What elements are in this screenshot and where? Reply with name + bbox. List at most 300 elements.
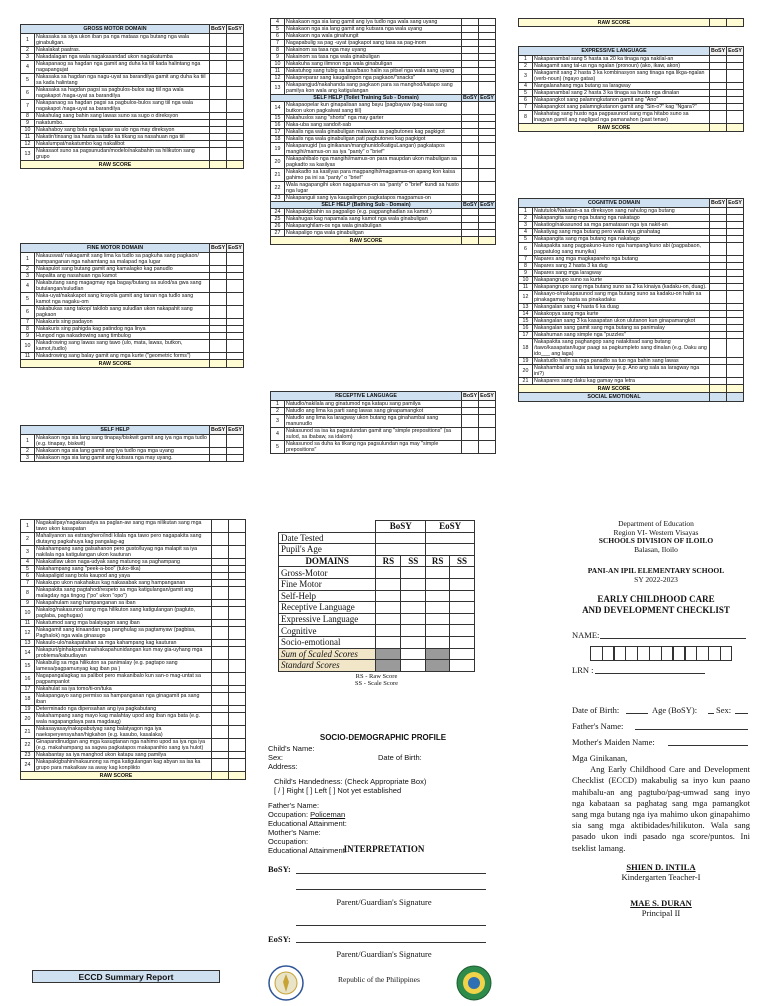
name-input[interactable] [600,638,746,639]
eosy-checkbox[interactable] [227,47,244,54]
bosy-checkbox[interactable] [212,640,229,647]
bosy-checkbox[interactable] [710,111,727,124]
eosy-checkbox[interactable] [479,169,496,182]
bosy-checkbox[interactable] [710,63,727,70]
bosy-checkbox[interactable] [212,573,229,580]
eosy-checkbox[interactable] [479,182,496,195]
bosy-checkbox[interactable] [710,358,727,365]
fathers-name-field[interactable]: Father's Name: [268,801,320,810]
eosy-checkbox[interactable] [727,215,744,222]
eosy-checkbox[interactable] [479,209,496,216]
sum-scaled-bosy[interactable] [401,648,426,660]
eosy-checkbox[interactable] [727,291,744,304]
bosy-checkbox[interactable] [710,277,727,284]
ss-bosy[interactable] [401,613,426,625]
bosy-checkbox[interactable] [710,229,727,236]
eosy-checkbox[interactable] [227,74,244,87]
eosy-checkbox[interactable] [227,34,244,47]
eosy-checkbox[interactable] [727,311,744,318]
bosy-checkbox[interactable] [710,90,727,97]
interp-bosy-line1[interactable] [296,873,486,874]
eosy-checkbox[interactable] [727,56,744,63]
bosy-checkbox[interactable] [462,129,479,136]
eosy-checkbox[interactable] [229,587,246,600]
eosy-checkbox[interactable] [727,378,744,385]
eosy-checkbox[interactable] [479,61,496,68]
bosy-checkbox[interactable] [710,70,727,83]
bosy-checkbox[interactable] [462,169,479,182]
bosy-checkbox[interactable] [462,156,479,169]
bosy-checkbox[interactable] [462,136,479,143]
lrn-digit-box[interactable] [637,646,650,661]
ss-bosy[interactable] [401,602,426,614]
bosy-checkbox[interactable] [462,143,479,156]
eosy-checkbox[interactable] [727,243,744,256]
eosy-checkbox[interactable] [727,277,744,284]
rs-bosy[interactable] [376,602,401,614]
eosy-checkbox[interactable] [227,435,244,448]
bosy-checkbox[interactable] [462,33,479,40]
eosy-checkbox[interactable] [479,143,496,156]
bosy-checkbox[interactable] [212,627,229,640]
eosy-checkbox[interactable] [229,640,246,647]
ss-bosy[interactable] [401,625,426,637]
mother-education-field[interactable]: Educational Attainment: [268,846,347,855]
bosy-checkbox[interactable] [212,647,229,660]
bosy-checkbox[interactable] [210,34,227,47]
eosy-checkbox[interactable] [229,580,246,587]
eosy-checkbox[interactable] [227,340,244,353]
bosy-checkbox[interactable] [710,378,727,385]
raw-score-bosy[interactable] [710,19,727,27]
bosy-checkbox[interactable] [210,340,227,353]
lrn-digit-box[interactable] [708,646,721,661]
ss-bosy[interactable] [401,567,426,579]
eosy-checkbox[interactable] [479,47,496,54]
bosy-checkbox[interactable] [710,263,727,270]
eosy-checkbox[interactable] [727,270,744,277]
bosy-checkbox[interactable] [212,693,229,706]
bosy-checkbox[interactable] [462,209,479,216]
eosy-checkbox[interactable] [229,627,246,640]
bosy-checkbox[interactable] [462,102,479,115]
sum-scaled-eosy[interactable] [450,648,475,660]
ss-bosy[interactable] [401,636,426,648]
bosy-checkbox[interactable] [710,325,727,332]
bosy-checkbox[interactable] [212,607,229,620]
bosy-checkbox[interactable] [462,428,479,441]
bosy-checkbox[interactable] [462,216,479,223]
bosy-checkbox[interactable] [462,122,479,129]
lrn-digit-box[interactable] [649,646,662,661]
interp-eosy-line1[interactable] [296,925,486,926]
eosy-checkbox[interactable] [227,127,244,134]
bosy-checkbox[interactable] [212,713,229,726]
bosy-checkbox[interactable] [210,448,227,455]
eosy-checkbox[interactable] [229,713,246,726]
eosy-checkbox[interactable] [227,306,244,319]
date-tested-eosy[interactable] [426,532,475,544]
raw-score-eosy[interactable] [727,124,744,132]
rs-bosy[interactable] [376,625,401,637]
eosy-checkbox[interactable] [229,752,246,759]
bosy-checkbox[interactable] [462,230,479,237]
raw-score-bosy[interactable] [210,360,227,368]
date-tested-bosy[interactable] [376,532,426,544]
bosy-checkbox[interactable] [210,253,227,266]
bosy-checkbox[interactable] [462,61,479,68]
eosy-checkbox[interactable] [727,70,744,83]
education-field[interactable]: Educational Attainment: [268,819,347,828]
eosy-checkbox[interactable] [229,660,246,673]
bosy-checkbox[interactable] [210,266,227,273]
bosy-checkbox[interactable] [212,706,229,713]
bosy-checkbox[interactable] [710,222,727,229]
eosy-checkbox[interactable] [479,136,496,143]
eosy-checkbox[interactable] [727,208,744,215]
bosy-checkbox[interactable] [462,223,479,230]
eosy-checkbox[interactable] [229,759,246,772]
bosy-checkbox[interactable] [210,455,227,462]
raw-score-bosy[interactable] [212,772,229,780]
rs-eosy[interactable] [426,567,450,579]
bosy-checkbox[interactable] [462,195,479,202]
bosy-checkbox[interactable] [210,113,227,120]
eosy-checkbox[interactable] [479,223,496,230]
eosy-checkbox[interactable] [229,686,246,693]
eosy-checkbox[interactable] [227,141,244,148]
bosy-checkbox[interactable] [462,75,479,82]
eosy-checkbox[interactable] [479,40,496,47]
eosy-checkbox[interactable] [479,19,496,26]
raw-score-bosy[interactable] [210,161,227,169]
eosy-checkbox[interactable] [727,256,744,263]
raw-score-bosy[interactable] [462,237,479,245]
raw-score-bosy[interactable] [710,385,727,393]
rs-bosy[interactable] [376,590,401,602]
bosy-checkbox[interactable] [462,441,479,454]
bosy-checkbox[interactable] [210,74,227,87]
bosy-checkbox[interactable] [210,353,227,360]
lrn-digit-box[interactable] [685,646,698,661]
bosy-checkbox[interactable] [462,182,479,195]
bosy-checkbox[interactable] [210,435,227,448]
eosy-checkbox[interactable] [727,236,744,243]
eosy-checkbox[interactable] [727,365,744,378]
eosy-checkbox[interactable] [479,82,496,95]
pupils-age-bosy[interactable] [376,544,426,556]
lrn-digit-box[interactable] [673,646,686,661]
lrn-digit-box[interactable] [720,646,733,661]
interp-bosy-line2[interactable] [296,889,486,890]
eosy-checkbox[interactable] [727,63,744,70]
eosy-checkbox[interactable] [227,253,244,266]
raw-score-eosy[interactable] [479,237,496,245]
ss-eosy[interactable] [450,613,475,625]
eosy-checkbox[interactable] [227,455,244,462]
eosy-checkbox[interactable] [227,148,244,161]
rs-bosy[interactable] [376,567,401,579]
bosy-checkbox[interactable] [210,326,227,333]
raw-score-eosy[interactable] [727,19,744,27]
bosy-checkbox[interactable] [710,311,727,318]
eosy-checkbox[interactable] [479,129,496,136]
eosy-checkbox[interactable] [227,326,244,333]
ss-eosy[interactable] [450,578,475,590]
eosy-checkbox[interactable] [727,83,744,90]
mother-occupation-field[interactable]: Occupation: [268,837,309,846]
bosy-checkbox[interactable] [710,83,727,90]
bosy-checkbox[interactable] [210,273,227,280]
eosy-checkbox[interactable] [227,54,244,61]
bosy-checkbox[interactable] [462,47,479,54]
eosy-checkbox[interactable] [479,122,496,129]
eosy-checkbox[interactable] [229,546,246,559]
eosy-checkbox[interactable] [227,87,244,100]
address-field[interactable]: Address: [268,762,298,771]
eosy-checkbox[interactable] [727,97,744,104]
bosy-checkbox[interactable] [212,660,229,673]
rs-eosy[interactable] [426,590,450,602]
eosy-checkbox[interactable] [479,230,496,237]
lrn-digit-box[interactable] [661,646,674,661]
eosy-checkbox[interactable] [727,284,744,291]
eosy-checkbox[interactable] [479,115,496,122]
eosy-checkbox[interactable] [727,222,744,229]
occupation-value[interactable]: Policeman [310,810,346,819]
bosy-checkbox[interactable] [212,587,229,600]
eosy-checkbox[interactable] [479,408,496,415]
bosy-checkbox[interactable] [212,559,229,566]
eosy-checkbox[interactable] [227,266,244,273]
ss-eosy[interactable] [450,567,475,579]
bosy-checkbox[interactable] [212,533,229,546]
lrn-digit-box[interactable] [590,646,603,661]
bosy-checkbox[interactable] [212,752,229,759]
rs-eosy[interactable] [426,636,450,648]
rs-eosy[interactable] [426,625,450,637]
bosy-checkbox[interactable] [210,87,227,100]
rs-eosy[interactable] [426,602,450,614]
eosy-checkbox[interactable] [227,293,244,306]
bosy-checkbox[interactable] [210,306,227,319]
eosy-checkbox[interactable] [227,319,244,326]
raw-score-eosy[interactable] [227,360,244,368]
eosy-checkbox[interactable] [229,726,246,739]
raw-score-eosy[interactable] [229,772,246,780]
sex-field[interactable]: Sex: [268,753,284,762]
raw-score-bosy[interactable] [710,124,727,132]
bosy-checkbox[interactable] [462,401,479,408]
standard-eosy[interactable] [450,660,475,672]
eosy-checkbox[interactable] [727,318,744,325]
eosy-checkbox[interactable] [727,104,744,111]
ss-bosy[interactable] [401,578,426,590]
ss-eosy[interactable] [450,636,475,648]
handedness-options[interactable]: [ / ] Right [ ] Left [ ] Not yet established [274,786,402,795]
eosy-checkbox[interactable] [479,441,496,454]
rs-eosy[interactable] [426,578,450,590]
lrn-digit-box[interactable] [614,646,627,661]
eosy-checkbox[interactable] [229,739,246,752]
eosy-checkbox[interactable] [227,280,244,293]
bosy-checkbox[interactable] [210,141,227,148]
eosy-checkbox[interactable] [479,54,496,61]
ss-bosy[interactable] [401,590,426,602]
eosy-checkbox[interactable] [227,113,244,120]
ss-eosy[interactable] [450,602,475,614]
bosy-checkbox[interactable] [212,673,229,686]
bosy-checkbox[interactable] [210,134,227,141]
eosy-checkbox[interactable] [227,61,244,74]
dob-input[interactable] [626,713,648,714]
bosy-checkbox[interactable] [462,115,479,122]
bosy-checkbox[interactable] [710,284,727,291]
eosy-checkbox[interactable] [229,673,246,686]
bosy-checkbox[interactable] [212,600,229,607]
bosy-checkbox[interactable] [710,304,727,311]
rs-bosy[interactable] [376,636,401,648]
eosy-checkbox[interactable] [727,304,744,311]
eosy-checkbox[interactable] [229,533,246,546]
bosy-checkbox[interactable] [710,332,727,339]
standard-bosy[interactable] [401,660,426,672]
bosy-checkbox[interactable] [210,293,227,306]
bosy-checkbox[interactable] [710,318,727,325]
raw-score-eosy[interactable] [227,161,244,169]
bosy-checkbox[interactable] [212,686,229,693]
eosy-checkbox[interactable] [229,520,246,533]
eosy-checkbox[interactable] [229,559,246,566]
rs-eosy[interactable] [426,613,450,625]
bosy-checkbox[interactable] [462,68,479,75]
bosy-checkbox[interactable] [710,56,727,63]
bosy-checkbox[interactable] [710,215,727,222]
eosy-checkbox[interactable] [227,120,244,127]
bosy-checkbox[interactable] [710,104,727,111]
bosy-checkbox[interactable] [210,333,227,340]
eosy-checkbox[interactable] [727,332,744,339]
bosy-checkbox[interactable] [210,120,227,127]
eosy-checkbox[interactable] [727,325,744,332]
eosy-checkbox[interactable] [227,333,244,340]
bosy-checkbox[interactable] [212,726,229,739]
childs-name-field[interactable]: Child's Name: [268,744,315,753]
eosy-checkbox[interactable] [479,33,496,40]
bosy-checkbox[interactable] [212,620,229,627]
bosy-checkbox[interactable] [710,256,727,263]
bosy-checkbox[interactable] [710,365,727,378]
bosy-checkbox[interactable] [212,759,229,772]
eosy-checkbox[interactable] [479,102,496,115]
lrn-digit-box[interactable] [696,646,709,661]
bosy-checkbox[interactable] [212,520,229,533]
eosy-checkbox[interactable] [229,620,246,627]
bosy-checkbox[interactable] [210,61,227,74]
bosy-checkbox[interactable] [210,100,227,113]
pupils-age-eosy[interactable] [426,544,475,556]
eosy-checkbox[interactable] [229,607,246,620]
bosy-checkbox[interactable] [210,127,227,134]
eosy-checkbox[interactable] [479,75,496,82]
ss-eosy[interactable] [450,625,475,637]
eosy-checkbox[interactable] [229,566,246,573]
eosy-checkbox[interactable] [727,90,744,97]
bosy-checkbox[interactable] [462,82,479,95]
bosy-checkbox[interactable] [462,408,479,415]
eosy-checkbox[interactable] [229,573,246,580]
lrn-digit-box[interactable] [625,646,638,661]
lrn-boxes[interactable] [590,646,732,661]
bosy-checkbox[interactable] [710,270,727,277]
eosy-checkbox[interactable] [227,273,244,280]
bosy-checkbox[interactable] [710,243,727,256]
bosy-checkbox[interactable] [210,319,227,326]
bosy-checkbox[interactable] [710,97,727,104]
eosy-checkbox[interactable] [479,401,496,408]
rs-bosy[interactable] [376,613,401,625]
bosy-checkbox[interactable] [212,580,229,587]
eosy-checkbox[interactable] [227,448,244,455]
eosy-checkbox[interactable] [479,26,496,33]
eosy-checkbox[interactable] [479,195,496,202]
eosy-checkbox[interactable] [479,156,496,169]
bosy-checkbox[interactable] [710,236,727,243]
bosy-checkbox[interactable] [212,546,229,559]
bosy-checkbox[interactable] [210,47,227,54]
eosy-checkbox[interactable] [727,111,744,124]
eosy-checkbox[interactable] [479,68,496,75]
dob-field[interactable]: Date of Birth: [378,753,422,762]
raw-score-eosy[interactable] [727,385,744,393]
lrn-input[interactable] [595,673,705,674]
bosy-checkbox[interactable] [462,26,479,33]
bosy-checkbox[interactable] [210,280,227,293]
eosy-checkbox[interactable] [227,353,244,360]
bosy-checkbox[interactable] [462,19,479,26]
eosy-checkbox[interactable] [479,415,496,428]
eosy-checkbox[interactable] [229,693,246,706]
bosy-checkbox[interactable] [212,739,229,752]
eosy-checkbox[interactable] [479,216,496,223]
eosy-checkbox[interactable] [727,358,744,365]
interp-eosy-line2[interactable] [296,942,486,943]
sex-input[interactable] [735,713,748,714]
eosy-checkbox[interactable] [227,134,244,141]
bosy-checkbox[interactable] [210,54,227,61]
bosy-checkbox[interactable] [710,291,727,304]
bosy-checkbox[interactable] [462,415,479,428]
bosy-checkbox[interactable] [462,54,479,61]
eosy-checkbox[interactable] [229,706,246,713]
eosy-checkbox[interactable] [229,600,246,607]
bosy-checkbox[interactable] [212,566,229,573]
mother-input[interactable] [668,745,748,746]
age-input[interactable] [708,713,714,714]
eosy-checkbox[interactable] [727,263,744,270]
eosy-checkbox[interactable] [727,229,744,236]
eosy-checkbox[interactable] [229,647,246,660]
eosy-checkbox[interactable] [727,339,744,358]
eosy-checkbox[interactable] [227,100,244,113]
bosy-checkbox[interactable] [710,208,727,215]
ss-eosy[interactable] [450,590,475,602]
father-input[interactable] [635,729,748,730]
lrn-digit-box[interactable] [602,646,615,661]
mothers-name-field[interactable]: Mother's Name: [268,828,321,837]
bosy-checkbox[interactable] [710,339,727,358]
bosy-checkbox[interactable] [462,40,479,47]
